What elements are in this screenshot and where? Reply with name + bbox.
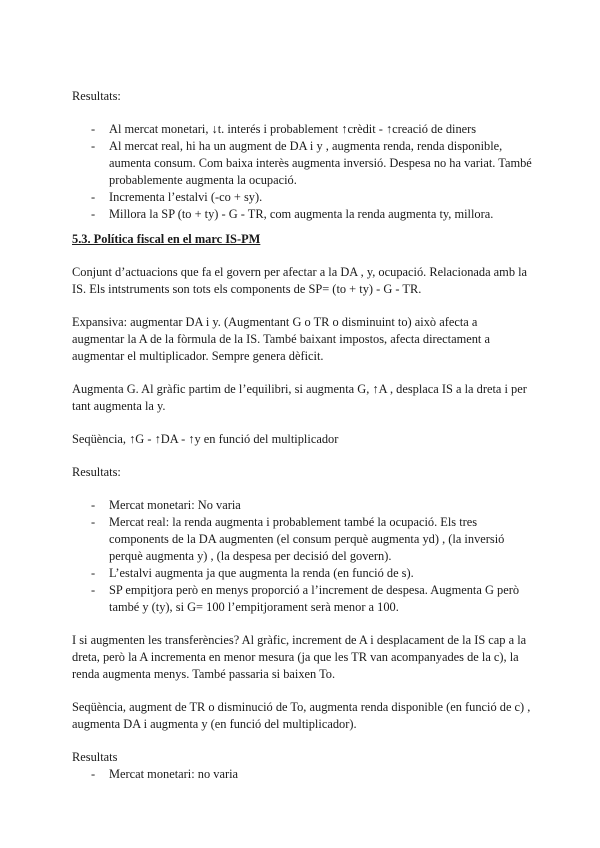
list-item: - L’estalvi augmenta ja que augmenta la renda (en funció de s). — [72, 565, 532, 582]
list-item: - Millora la SP (to + ty) - G - TR, com augmenta la renda augmenta ty, millora. — [72, 206, 532, 223]
results-label-3: Resultats — [72, 750, 118, 764]
list-item: - Mercat monetari: No varia — [72, 497, 532, 514]
document-page — [72, 88, 532, 783]
augmenta-g-paragraph: Augmenta G. Al gràfic partim de l’equilibri, si augmenta G, ↑A , desplaca IS a la dreta i per tant augmenta la y. — [72, 382, 527, 413]
results-list-1 — [72, 121, 532, 223]
list-item: - Mercat monetari: no varia — [72, 766, 532, 783]
sequence-paragraph-2: Seqüència, augment de TR o disminució de To, augmenta renda disponible (en funció de c) , augmenta DA i augmenta y (en funció del multiplicador). — [72, 700, 531, 731]
results-label-1: Resultats: — [72, 89, 121, 103]
transfers-paragraph: I si augmenten les transferències? Al gràfic, increment de A i desplacament de la IS cap a la dreta, però la A incrementa en menor mesura (ja que les TR van acompanyades de la c), la renda augmenta menys. També passaria si baixen To. — [72, 633, 527, 681]
list-item: - Al mercat real, hi ha un augment de DA i y , augmenta renda, renda disponible, aumenta consum. Com baixa interès augmenta inversió. Despesa no ha variat. També probablemente augmenta la ocupació. — [72, 138, 532, 189]
list-item: - SP empitjora però en menys proporció a l’increment de despesa. Augmenta G però també y (ty), si G= 100 l’empitjorament serà menor a 100. — [72, 582, 532, 616]
results-label-2: Resultats: — [72, 465, 121, 479]
sequence-paragraph-1: Seqüència, ↑G - ↑DA - ↑y en funció del multiplicador — [72, 432, 339, 446]
list-item: - Al mercat monetari, ↓t. interés i probablement ↑crèdit - ↑creació de diners — [72, 121, 532, 138]
results-list-3 — [72, 766, 532, 783]
expansive-paragraph: Expansiva: augmentar DA i y. (Augmentant G o TR o disminuint to) això afecta a augmentar la A de la fòrmula de la IS. També baixant impostos, afecta directament a augmentar el multiplicador. Sempre genera dèficit. — [72, 315, 490, 363]
results-list-2 — [72, 497, 532, 616]
section-intro: Conjunt d’actuacions que fa el govern per afectar a la DA , y, ocupació. Relacionada amb la IS. Els intstruments son tots els components de SP= (to + ty) - G - TR. — [72, 265, 528, 296]
list-item: - Incrementa l’estalvi (-co + sy). — [72, 189, 532, 206]
section-heading: 5.3. Política fiscal en el marc IS-PM — [72, 232, 261, 246]
list-item: - Mercat real: la renda augmenta i probablement també la ocupació. Els tres components de la DA augmenten (el consum perquè augmenta yd) , (la inversió perquè augmenta y) , (la despesa per decisió del govern). — [72, 514, 532, 565]
